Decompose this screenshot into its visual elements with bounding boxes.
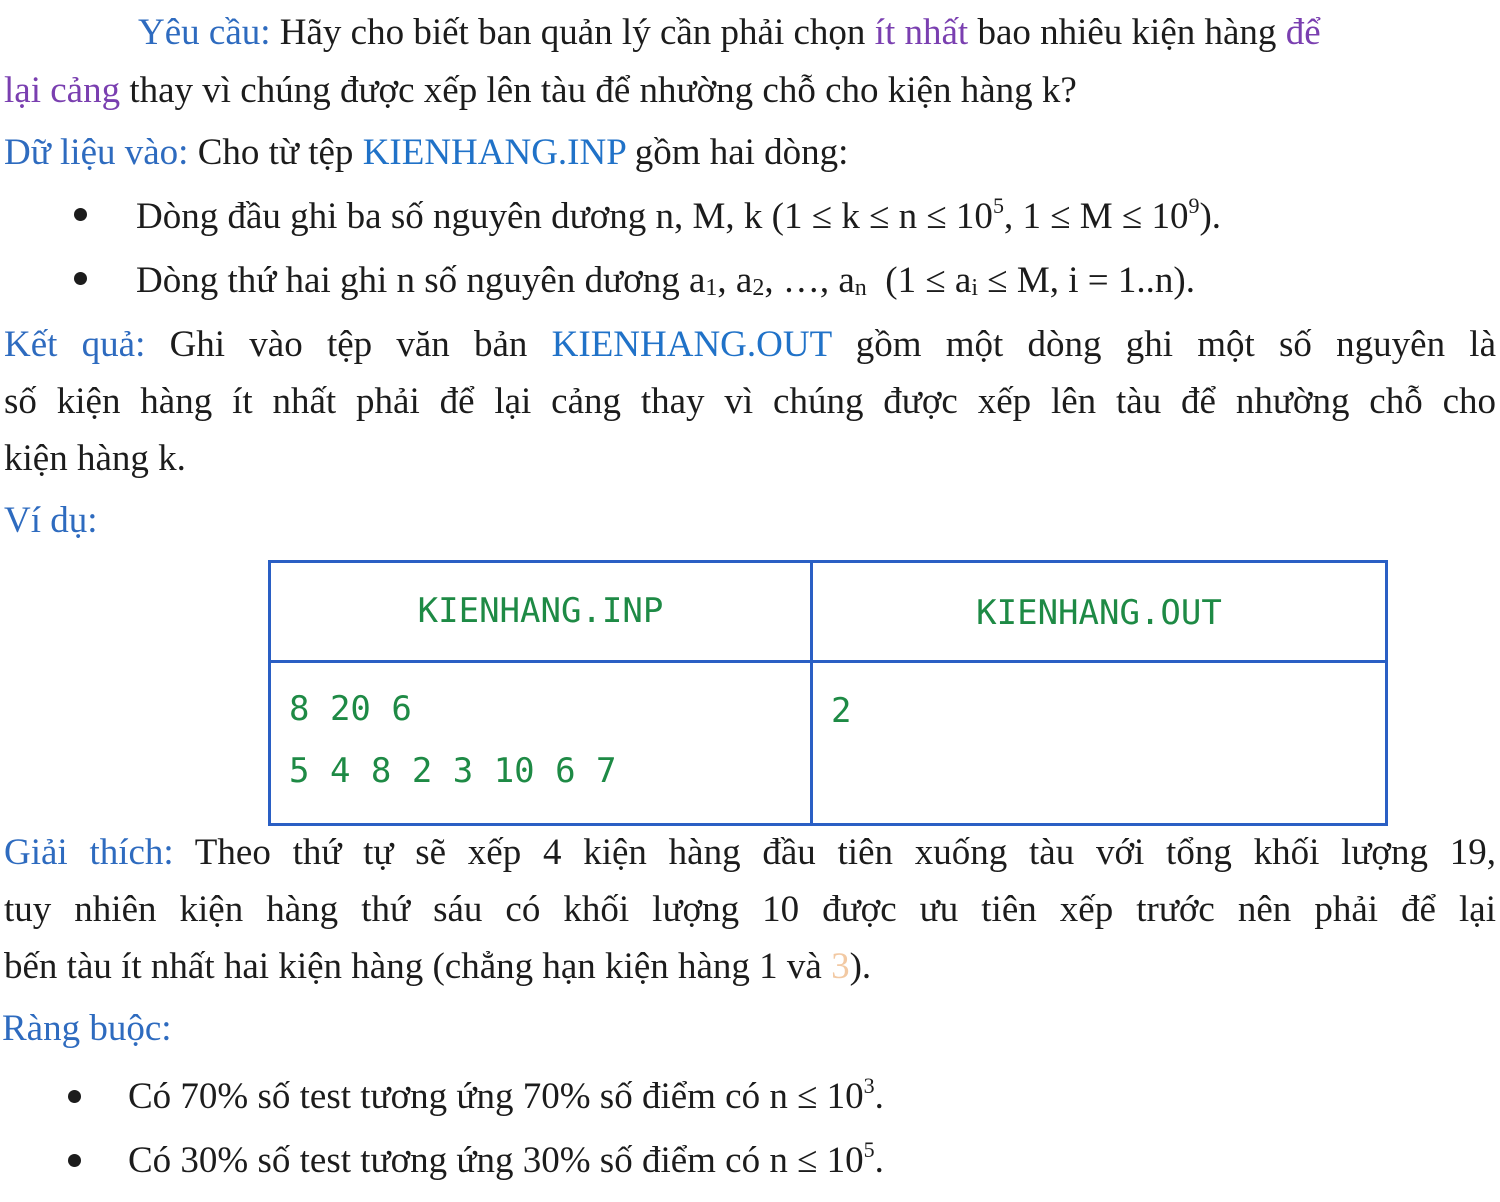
table-output-line-1: 2 — [831, 691, 852, 731]
subscript: i — [971, 275, 979, 301]
ket-qua-text-2: gồm một dòng ghi một số nguyên là — [831, 324, 1497, 365]
bullet-text: Dòng đầu ghi ba số nguyên dương n, M, k (1 ≤ k ≤ n ≤ 10 — [136, 196, 993, 237]
bullet-text: . — [874, 1076, 884, 1117]
yeu-cau-text-1: Hãy cho biết ban quản lý cần phải chọn — [270, 12, 875, 53]
table-header-output: KIENHANG.OUT — [976, 593, 1222, 633]
bullet-text: Có 30% số test tương ứng 30% số điểm có n ≤ 10 — [128, 1140, 864, 1181]
ket-qua-text-1: Ghi vào tệp văn bản — [145, 324, 552, 365]
giai-thich-text-3c: ). — [849, 946, 872, 987]
ket-qua-line-2: số kiện hàng ít nhất phải để lại cảng thay vì chúng được xếp lên tàu để nhường chỗ cho — [4, 381, 1496, 422]
bullet-dot — [74, 272, 87, 285]
du-lieu-vao-text-1: Cho từ tệp — [188, 132, 363, 173]
bullet-input-2 — [136, 252, 1195, 309]
vi-du-label: Ví dụ: — [4, 500, 98, 541]
yeu-cau-label: Yêu cầu: — [138, 12, 271, 53]
ket-qua-label: Kết quả: — [4, 324, 146, 365]
highlight-it-nhat: ít nhất — [874, 12, 969, 53]
bullet-text: ). — [1199, 196, 1222, 237]
bullet-constraint-2 — [128, 1132, 884, 1189]
yeu-cau-line-2 — [4, 62, 1077, 119]
ket-qua-line-3: kiện hàng k. — [4, 438, 186, 479]
bullet-constraint-1 — [128, 1068, 884, 1125]
bullet-text: , a — [717, 260, 753, 301]
table-input-line-2: 5 4 8 2 3 10 6 7 — [289, 751, 617, 791]
subscript: 1 — [705, 275, 718, 301]
highlight-de: để — [1285, 12, 1321, 53]
table-header-input: KIENHANG.INP — [417, 591, 664, 631]
superscript: 3 — [863, 1073, 875, 1098]
bullet-text: , 1 ≤ M ≤ 10 — [1003, 196, 1189, 237]
ket-qua-paragraph — [4, 316, 1496, 487]
superscript: 9 — [1188, 193, 1200, 218]
table-input-line-1: 8 20 6 — [289, 689, 412, 729]
giai-thich-line-3 — [4, 938, 1496, 995]
yeu-cau-text-3: thay vì chúng được xếp lên tàu để nhường chỗ cho kiện hàng k? — [120, 70, 1077, 111]
du-lieu-vao-text-2: gồm hai dòng: — [625, 132, 849, 173]
bullet-text: . — [874, 1140, 884, 1181]
subscript: 2 — [752, 275, 765, 301]
yeu-cau-line-1 — [138, 4, 1321, 61]
ket-qua-line-1 — [4, 316, 1496, 373]
superscript: 5 — [863, 1137, 875, 1162]
input-file-name: KIENHANG.INP — [362, 132, 626, 173]
bullet-text: , …, a — [764, 260, 855, 301]
bullet-text: Dòng thứ hai ghi n số nguyên dương a — [136, 260, 706, 301]
rang-buoc-label: Ràng buộc: — [2, 1008, 172, 1049]
giai-thich-paragraph — [4, 824, 1496, 995]
yeu-cau-text-2: bao nhiêu kiện hàng — [968, 12, 1286, 53]
highlight-lai-cang: lại cảng — [4, 70, 121, 111]
bullet-text: ≤ M, i = 1..n). — [978, 260, 1195, 301]
table-divider-horizontal — [271, 660, 1385, 663]
giai-thich-text-1: Theo thứ tự sẽ xếp 4 kiện hàng đầu tiên xuống tàu với tổng khối lượng 19, — [173, 832, 1496, 873]
giai-thich-line-2: tuy nhiên kiện hàng thứ sáu có khối lượng 10 được ưu tiên xếp trước nên phải để lại — [4, 889, 1496, 930]
bullet-dot — [68, 1090, 81, 1103]
bullet-dot — [68, 1154, 81, 1167]
giai-thich-text-3a: bến tàu ít nhất hai kiện hàng (chẳng hạn kiện hàng 1 và — [4, 946, 832, 987]
output-file-name: KIENHANG.OUT — [551, 324, 832, 365]
superscript: 5 — [992, 193, 1004, 218]
giai-thich-label: Giải thích: — [4, 832, 174, 873]
bullet-input-1 — [136, 188, 1221, 245]
du-lieu-vao-line — [4, 124, 848, 181]
bullet-dot — [74, 208, 87, 221]
bullet-text: (1 ≤ a — [866, 260, 972, 301]
bullet-text: Có 70% số test tương ứng 70% số điểm có n ≤ 10 — [128, 1076, 864, 1117]
faint-number: 3 — [831, 946, 850, 987]
subscript: n — [854, 275, 867, 301]
example-table — [268, 560, 1388, 826]
giai-thich-line-1 — [4, 824, 1496, 881]
du-lieu-vao-label: Dữ liệu vào: — [4, 132, 189, 173]
